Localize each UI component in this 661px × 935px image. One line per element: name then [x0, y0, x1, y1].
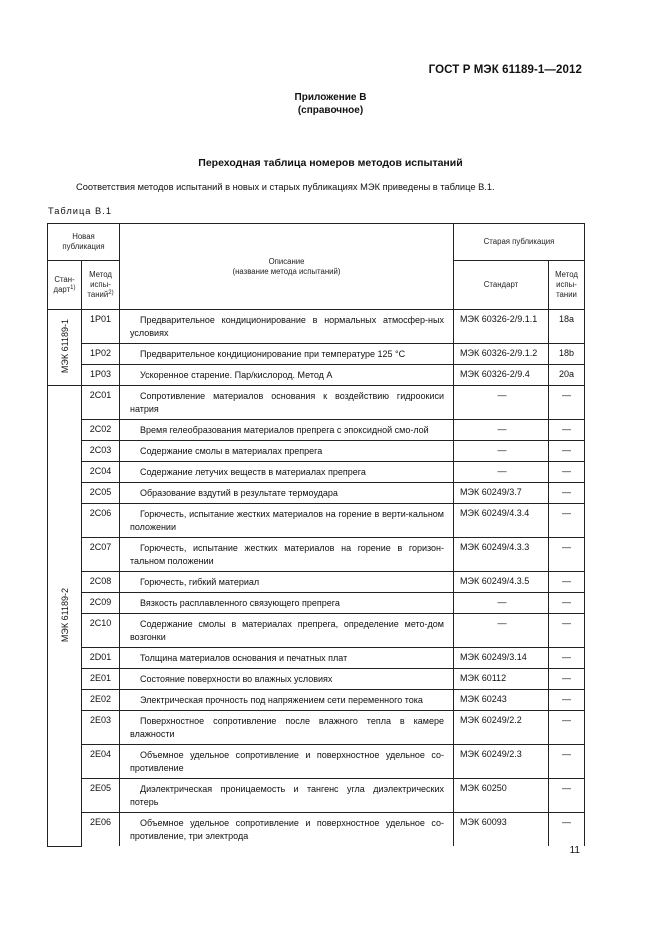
- old-method: —: [549, 648, 585, 669]
- method-code: 2C09: [82, 593, 120, 614]
- table-row: [48, 648, 585, 669]
- method-description: Время гелеобразования материалов препрега с эпоксидной смо-лой: [120, 420, 454, 441]
- method-code: 2C03: [82, 441, 120, 462]
- old-standard: —: [454, 593, 549, 614]
- method-description: Горючесть, испытание жестких материалов на горение в верти-кальном положении: [120, 504, 454, 538]
- table-row: [48, 462, 585, 483]
- old-standard: —: [454, 420, 549, 441]
- table-row: [48, 690, 585, 711]
- table-row: [48, 711, 585, 745]
- old-method: —: [549, 462, 585, 483]
- table-row: [48, 483, 585, 504]
- table-row: [48, 745, 585, 779]
- method-code: 2E03: [82, 711, 120, 745]
- header-old-standard: Стандарт: [454, 261, 549, 310]
- old-standard: МЭК 60249/4.3.4: [454, 504, 549, 538]
- old-standard: МЭК 60326-2/9.4: [454, 365, 549, 386]
- table-row: [48, 593, 585, 614]
- method-description: Толщина материалов основания и печатных плат: [120, 648, 454, 669]
- table-row: [48, 310, 585, 344]
- section-title: Переходная таблица номеров методов испытаний: [198, 157, 463, 169]
- method-code: 2C02: [82, 420, 120, 441]
- old-method: —: [549, 483, 585, 504]
- old-standard: МЭК 60249/2.3: [454, 745, 549, 779]
- method-description: Объемное удельное сопротивление и поверхностное удельное со-противление, три электрода: [120, 813, 454, 847]
- old-method: —: [549, 420, 585, 441]
- method-description: Образование вздутий в результате термоудара: [120, 483, 454, 504]
- header-old-method: Метод испы- тании: [549, 261, 585, 310]
- group-label: МЭК 61189-1: [59, 319, 70, 374]
- method-description: Поверхностное сопротивление после влажного тепла в камере влажности: [120, 711, 454, 745]
- method-description: Объемное удельное сопротивление и поверхностное удельное со-противление: [120, 745, 454, 779]
- old-method: —: [549, 593, 585, 614]
- method-code: 1P02: [82, 344, 120, 365]
- method-code: 2D01: [82, 648, 120, 669]
- old-standard: МЭК 60093: [454, 813, 549, 847]
- old-standard: МЭК 60249/4.3.3: [454, 538, 549, 572]
- table-row: [48, 614, 585, 648]
- intro-paragraph: Соответствия методов испытаний в новых и старых публикациях МЭК приведены в таблице В.1.: [76, 182, 495, 192]
- methods-table: [47, 223, 585, 847]
- old-method: —: [549, 504, 585, 538]
- old-method: —: [549, 813, 585, 847]
- method-code: 2C10: [82, 614, 120, 648]
- method-description: Ускоренное старение. Пар/кислород. Метод А: [120, 365, 454, 386]
- method-code: 1P01: [82, 310, 120, 344]
- old-method: 18a: [549, 310, 585, 344]
- method-code: 2C06: [82, 504, 120, 538]
- method-code: 2C05: [82, 483, 120, 504]
- table-row: [48, 504, 585, 538]
- appendix-title: Приложение В: [294, 92, 367, 103]
- method-code: 2C08: [82, 572, 120, 593]
- old-method: —: [549, 669, 585, 690]
- old-method: 18b: [549, 344, 585, 365]
- method-description: Содержание смолы в материалах препрега, определение мето-дом возгонки: [120, 614, 454, 648]
- old-method: —: [549, 572, 585, 593]
- old-method: —: [549, 441, 585, 462]
- header-old-publication: Старая публикация: [454, 224, 585, 261]
- old-standard: —: [454, 462, 549, 483]
- old-method: —: [549, 779, 585, 813]
- method-description: Диэлектрическая проницаемость и тангенс угла диэлектрических потерь: [120, 779, 454, 813]
- method-code: 2C07: [82, 538, 120, 572]
- old-standard: МЭК 60249/4.3.5: [454, 572, 549, 593]
- group-label: МЭК 61189-2: [59, 587, 70, 642]
- method-description: Предварительное кондиционирование при температуре 125 °С: [120, 344, 454, 365]
- method-code: 2E06: [82, 813, 120, 847]
- old-method: —: [549, 690, 585, 711]
- page-number: 11: [569, 845, 580, 856]
- old-method: —: [549, 614, 585, 648]
- method-code: 2C04: [82, 462, 120, 483]
- old-standard: МЭК 60249/2.2: [454, 711, 549, 745]
- document-code: ГОСТ Р МЭК 61189-1—2012: [428, 64, 582, 76]
- header-new-publication: Новая публикация: [48, 224, 120, 261]
- old-method: —: [549, 745, 585, 779]
- old-standard: МЭК 60112: [454, 669, 549, 690]
- table-row: [48, 669, 585, 690]
- old-standard: МЭК 60326-2/9.1.2: [454, 344, 549, 365]
- table-row: [48, 813, 585, 847]
- method-description: Горючесть, испытание жестких материалов на горение в горизон-тальном положении: [120, 538, 454, 572]
- method-code: 2E05: [82, 779, 120, 813]
- method-description: Вязкость расплавленного связующего препрега: [120, 593, 454, 614]
- header-method: Метод испы- таний$^{2)}$: [82, 261, 120, 310]
- old-method: —: [549, 711, 585, 745]
- table-row: [48, 572, 585, 593]
- method-description: Содержание летучих веществ в материалах препрега: [120, 462, 454, 483]
- old-standard: МЭК 60326-2/9.1.1: [454, 310, 549, 344]
- header-standard: Стан- дарт$^{1)}$: [48, 261, 82, 310]
- old-method: 20a: [549, 365, 585, 386]
- method-description: Состояние поверхности во влажных условиях: [120, 669, 454, 690]
- old-standard: МЭК 60243: [454, 690, 549, 711]
- method-description: Содержание смолы в материалах препрега: [120, 441, 454, 462]
- method-description: Предварительное кондиционирование в нормальных атмосфер-ных условиях: [120, 310, 454, 344]
- method-code: 1P03: [82, 365, 120, 386]
- table-row: [48, 779, 585, 813]
- method-code: 2E02: [82, 690, 120, 711]
- method-description: Сопротивление материалов основания к воздействию гидроокиси натрия: [120, 386, 454, 420]
- old-method: —: [549, 538, 585, 572]
- appendix-subtitle: (справочное): [297, 105, 364, 116]
- method-code: 2E01: [82, 669, 120, 690]
- old-standard: —: [454, 386, 549, 420]
- method-description: Горючесть, гибкий материал: [120, 572, 454, 593]
- old-standard: МЭК 60249/3.7: [454, 483, 549, 504]
- method-code: 2E04: [82, 745, 120, 779]
- method-code: 2C01: [82, 386, 120, 420]
- table-row: [48, 538, 585, 572]
- table-caption: Таблица В.1: [48, 206, 112, 216]
- table-row: [48, 420, 585, 441]
- table-row: [48, 441, 585, 462]
- group-label-cell: [48, 310, 82, 386]
- method-description: Электрическая прочность под напряжением сети переменного тока: [120, 690, 454, 711]
- old-method: —: [549, 386, 585, 420]
- old-standard: МЭК 60250: [454, 779, 549, 813]
- table-row: [48, 365, 585, 386]
- old-standard: —: [454, 614, 549, 648]
- header-description: Описание (название метода испытаний): [120, 224, 454, 310]
- appendix-heading: [0, 91, 661, 117]
- old-standard: —: [454, 441, 549, 462]
- group-label-cell: [48, 386, 82, 847]
- old-standard: МЭК 60249/3.14: [454, 648, 549, 669]
- table-row: [48, 344, 585, 365]
- table-row: [48, 386, 585, 420]
